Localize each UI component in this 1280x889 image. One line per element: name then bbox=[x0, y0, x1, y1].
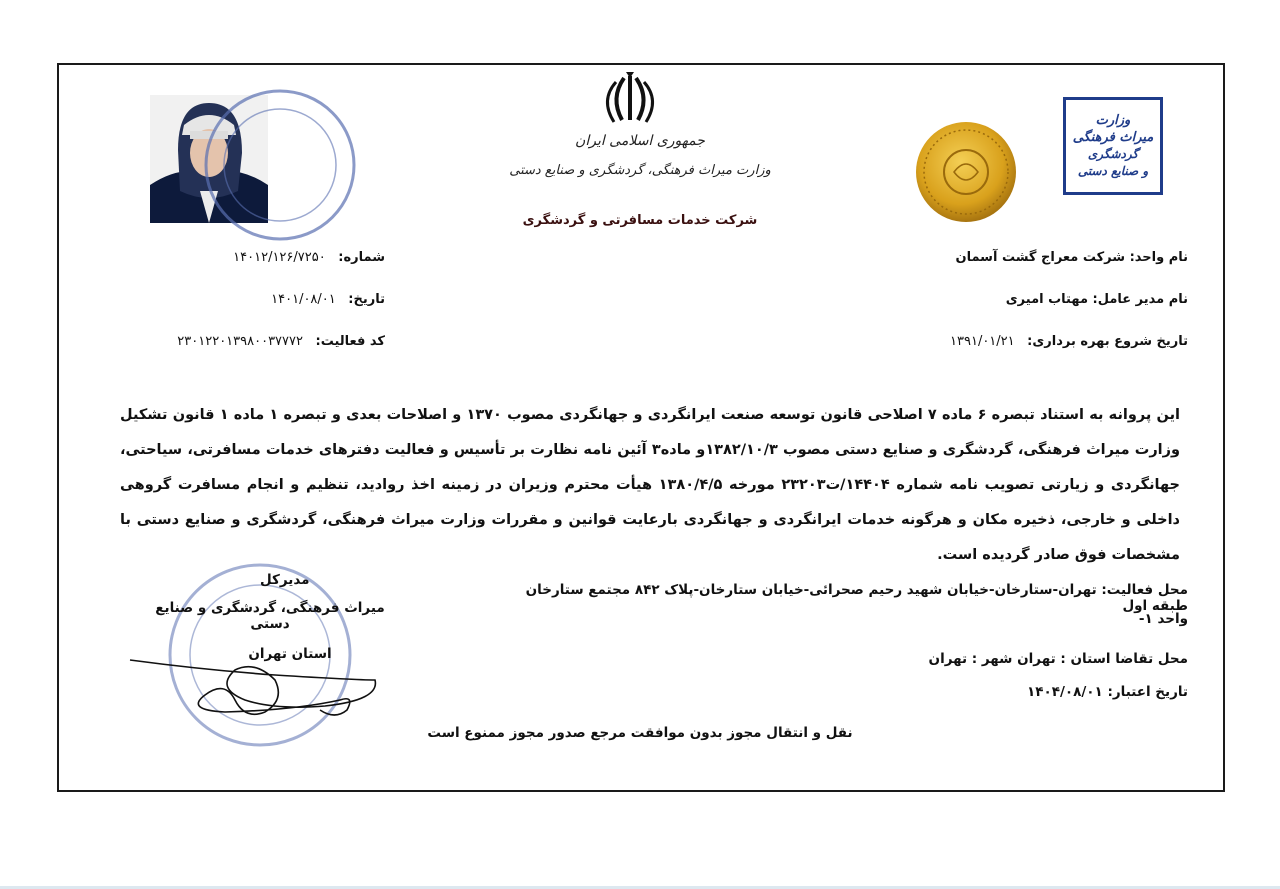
signature-scribble-icon bbox=[125, 640, 385, 730]
activity-code-value: ۲۳۰۱۲۲۰۱۳۹۸۰۰۳۷۷۷۲ bbox=[177, 334, 303, 349]
ministry-title: وزارت میراث فرهنگی، گردشگری و صنایع دستی bbox=[509, 163, 771, 178]
iran-emblem-icon bbox=[590, 70, 670, 130]
license-body-text: این پروانه به استناد تبصره ۶ ماده ۷ اصلاحی قانون توسعه صنعت ایرانگردی و جهانگردی مصوب ۱۳۷۰ و اصلاحات بعدی و تبصره ۱ ماده ۱ قانون تشکیل وزارت میراث فرهنگی، گردشگری و صنایع دستی مصوب ۱۳۸۲/۱۰/۳و ماده۳ آئین نامه نظارت بر تأسیس و فعالیت دفترهای خدمات مسافرتی، سیاحتی، جهانگردی و زیارتی تصویب نامه شماره ۱۴۴۰۴/ت۲۳۲۰۳ مورخه ۱۳۸۰/۴/۵ هیأت محترم وزیران در زمینه اخذ روادید، تنظیم و انجام مسافرت گروهی داخلی و خارجی، ذخیره مکان و هرگونه خدمات ایرانگردی و جهانگردی بارعایت قوانین و مقررات وزارت میراث فرهنگی، گردشگری و صنایع دستی با مشخصات فوق صادر گردیده است. bbox=[120, 407, 1181, 563]
signer-org: میراث فرهنگی، گردشگری و صنایع دستی bbox=[155, 600, 385, 632]
activity-place-line2: واحد ۱- bbox=[1138, 611, 1188, 627]
date-value: ۱۴۰۱/۰۸/۰۱ bbox=[271, 292, 336, 307]
ministry-logo bbox=[1063, 97, 1163, 195]
logo-line: گردشگری bbox=[1087, 147, 1139, 161]
start-date-value: ۱۳۹۱/۰۱/۲۱ bbox=[950, 334, 1015, 349]
request-place: محل تقاضا استان : تهران شهر : تهران bbox=[928, 651, 1188, 667]
signer-province: استان تهران bbox=[248, 646, 332, 662]
start-date-field bbox=[880, 334, 1188, 349]
start-date-label: تاریخ شروع بهره برداری: bbox=[1027, 334, 1188, 349]
activity-code-label: کد فعالیت: bbox=[315, 334, 385, 349]
activity-place-line1: محل فعالیت: تهران-ستارخان-خیابان شهید رحیم صحرائی-خیابان ستارخان-پلاک ۸۴۲ مجتمع ستارخان طبقه اول bbox=[525, 582, 1188, 614]
number-value: ۱۴۰۱۲/۱۲۶/۷۲۵۰ bbox=[233, 250, 326, 265]
unit-name: نام واحد: شرکت معراج گشت آسمان bbox=[955, 250, 1188, 265]
date-label: تاریخ: bbox=[348, 292, 385, 307]
transfer-notice: نقل و انتقال مجوز بدون موافقت مرجع صدور مجوز ممنوع است bbox=[427, 725, 853, 741]
logo-line: وزارت bbox=[1095, 113, 1131, 128]
company-title: شرکت خدمات مسافرتی و گردشگری bbox=[522, 213, 758, 228]
logo-line: و صنایع دستی bbox=[1077, 164, 1149, 178]
number-field bbox=[180, 250, 385, 265]
gold-seal-icon bbox=[914, 120, 1018, 224]
manager-name: نام مدیر عامل: مهتاب امیری bbox=[1005, 292, 1188, 307]
republic-title: جمهوری اسلامی ایران bbox=[575, 133, 705, 149]
signer-title: مدیرکل bbox=[260, 572, 310, 588]
date-field bbox=[180, 292, 385, 307]
office-stamp-icon bbox=[200, 85, 360, 245]
logo-line: میراث فرهنگی bbox=[1072, 130, 1154, 145]
validity-date: تاریخ اعتبار: ۱۴۰۴/۰۸/۰۱ bbox=[1027, 684, 1188, 700]
activity-code-field bbox=[150, 334, 385, 349]
number-label: شماره: bbox=[338, 250, 385, 265]
